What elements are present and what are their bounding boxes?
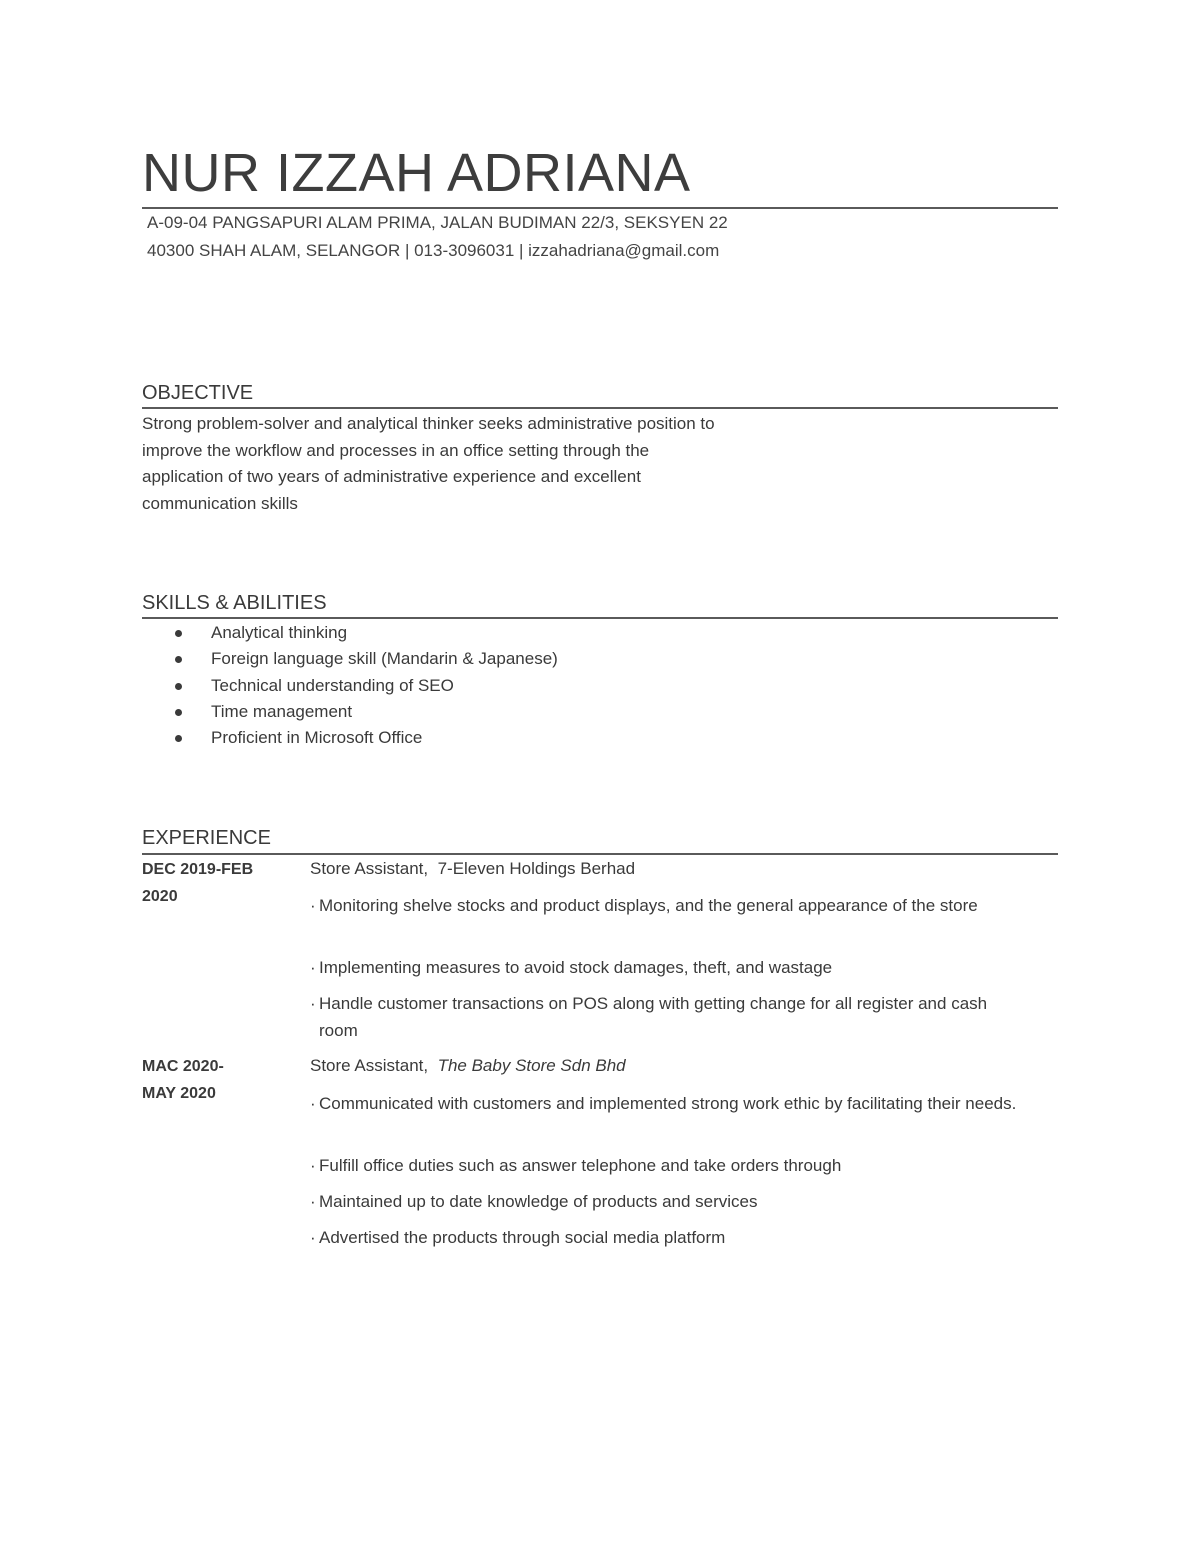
job-bullet — [310, 990, 1050, 1044]
skills-divider — [142, 617, 1058, 619]
job-bullet — [310, 892, 1050, 919]
job-bullet-text: Advertised the products through social media platform — [319, 1228, 726, 1247]
job-company: 7-Eleven Holdings Berhad — [437, 859, 636, 878]
resume-name: NUR IZZAH ADRIANA — [142, 143, 691, 203]
skill-item — [142, 646, 558, 672]
bullet-icon: · — [310, 896, 316, 915]
job-bullet-text: Implementing measures to avoid stock damages, theft, and wastage — [319, 958, 833, 977]
bullet-icon: · — [310, 1192, 316, 1211]
job-bullet — [310, 1152, 1050, 1179]
objective-line: improve the workflow and processes in an office setting through the — [142, 440, 650, 460]
job-bullet-text: Handle customer transactions on POS along with getting change for all register and cash room — [319, 994, 988, 1040]
job-role: Store Assistant, — [310, 859, 429, 878]
bullet-icon: · — [310, 994, 316, 1013]
bullet-icon — [175, 656, 182, 663]
job-date — [142, 1053, 224, 1107]
job-date-line: DEC 2019-FEB — [142, 861, 254, 878]
job-date-line: MAY 2020 — [142, 1085, 216, 1102]
objective-line: application of two years of administrative experience and excellent — [142, 467, 641, 486]
job-bullet — [310, 954, 1050, 981]
skill-item — [142, 699, 558, 725]
job-bullet-text: Communicated with customers and implemented strong work ethic by facilitating their needs. — [319, 1094, 1017, 1113]
experience-heading: EXPERIENCE — [142, 827, 271, 849]
job-date — [142, 856, 253, 910]
job-bullet — [310, 1090, 1050, 1117]
skill-text: Foreign language skill (Mandarin & Japanese) — [211, 649, 558, 669]
job-title — [310, 857, 635, 881]
skill-text: Time management — [211, 701, 353, 721]
bullet-icon: · — [310, 958, 316, 977]
bullet-icon: · — [310, 1094, 316, 1113]
address-line-1: A-09-04 PANGSAPURI ALAM PRIMA, JALAN BUDIMAN 22/3, SEKSYEN 22 — [147, 213, 728, 232]
job-bullet — [310, 1224, 1050, 1251]
address-contact-line: 40300 SHAH ALAM, SELANGOR | 013-3096031 | izzahadriana@gmail.com — [147, 241, 720, 260]
bullet-icon: · — [310, 1156, 316, 1175]
skills-heading: SKILLS & ABILITIES — [142, 592, 327, 614]
job-bullet-text: Monitoring shelve stocks and product displays, and the general appearance of the store — [319, 896, 978, 915]
bullet-icon: · — [310, 1228, 316, 1247]
objective-line: communication skills — [142, 493, 298, 513]
objective-line: Strong problem-solver and analytical thinker seeks administrative position to — [142, 414, 715, 433]
skill-text: Technical understanding of SEO — [211, 675, 454, 695]
bullet-icon — [175, 735, 182, 742]
job-company: The Baby Store Sdn Bhd — [437, 1056, 626, 1075]
objective-heading: OBJECTIVE — [142, 382, 254, 404]
bullet-icon — [175, 683, 182, 690]
skill-item — [142, 725, 558, 751]
objective-paragraph — [142, 411, 842, 517]
job-date-line: 2020 — [142, 888, 178, 905]
bullet-icon — [175, 630, 182, 637]
job-date-line: MAC 2020- — [142, 1058, 224, 1075]
job-role: Store Assistant, — [310, 1056, 429, 1075]
job-bullet-text: Maintained up to date knowledge of products and services — [319, 1192, 758, 1211]
bullet-icon — [175, 709, 182, 716]
skill-text: Analytical thinking — [211, 623, 348, 642]
skills-list — [142, 620, 558, 751]
objective-divider — [142, 407, 1058, 409]
job-bullet-text: Fulfill office duties such as answer telephone and take orders through — [319, 1156, 842, 1175]
experience-divider — [142, 853, 1058, 855]
header-divider — [142, 207, 1058, 209]
skill-item — [142, 620, 558, 646]
job-bullet — [310, 1188, 1050, 1215]
skill-text: Proficient in Microsoft Office — [211, 728, 423, 748]
job-title — [310, 1054, 626, 1078]
skill-item — [142, 673, 558, 699]
